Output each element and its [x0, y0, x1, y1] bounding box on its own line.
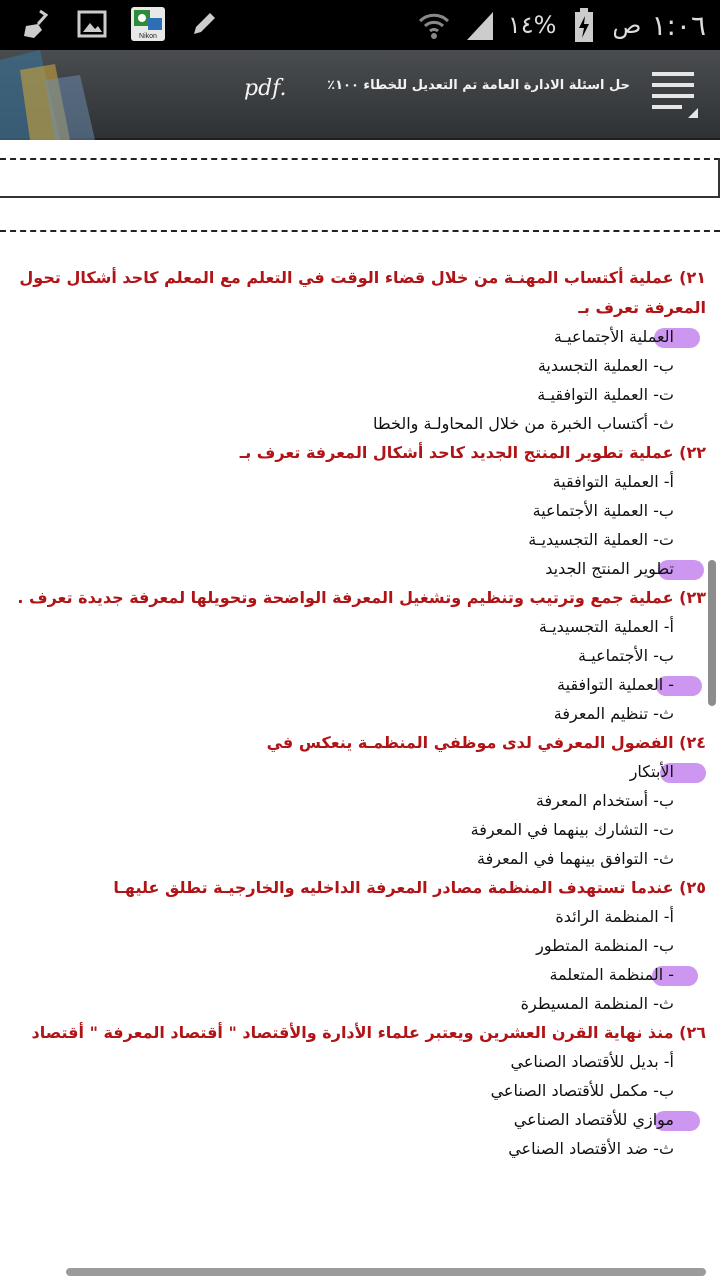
question-22: ٢٢) عملية تطوير المنتج الجديد كاحد أشكال المعرفة تعرف بـ — [239, 443, 706, 462]
option-25-a: أ- المنظمة الرائدة — [555, 907, 674, 926]
option-21-a: العملية الأجتماعيـة — [553, 327, 674, 346]
option-25-b: ب- المنظمة المتطور — [536, 936, 674, 955]
option-26-c: موازي للأقتصاد الصناعي — [513, 1110, 674, 1129]
menu-lines-icon[interactable] — [648, 68, 702, 124]
option-21-b: ب- العملية التجسدية — [537, 356, 674, 375]
signal-icon — [462, 7, 498, 43]
option-26-a: أ- بديل للأقتصاد الصناعي — [510, 1052, 674, 1071]
vertical-scrollbar[interactable] — [708, 560, 716, 706]
battery-icon — [566, 7, 602, 43]
option-23-d: ث- تنظيم المعرفة — [553, 704, 674, 723]
question-21: ٢١) عملية أكتساب المهنـة من خلال قضاء الوقت في التعلم مع المعلم كاحد أشكال تحول — [19, 268, 706, 287]
option-22-b: ب- العملية الأجتماعية — [532, 501, 674, 520]
document-view[interactable] — [0, 140, 720, 1280]
app-logo-art — [0, 50, 110, 140]
page-divider — [0, 230, 720, 232]
gallery-icon[interactable] — [74, 6, 110, 42]
option-24-c: ت- التشارك بينهما في المعرفة — [470, 820, 674, 839]
page-divider — [0, 196, 720, 198]
document-title: حل اسئلة الادارة العامة تم التعديل للخطاء ١٠٠٪ — [327, 78, 630, 93]
svg-text:Nikon: Nikon — [139, 33, 157, 40]
question-25: ٢٥) عندما تستهدف المنظمة مصادر المعرفة الداخليه والخارجيـة تطلق عليهـا — [113, 878, 706, 897]
document-extension: pdf. — [244, 76, 287, 101]
option-24-a: الأبتكار — [629, 762, 674, 781]
option-25-d: ث- المنظمة المسيطرة — [520, 994, 674, 1013]
option-22-d: تطوير المنتج الجديد — [545, 559, 674, 578]
option-22-c: ت- العملية التجسيديـة — [528, 530, 674, 549]
nikon-app-icon[interactable] — [130, 6, 166, 42]
option-25-c: - المنظمة المتعلمة — [549, 965, 674, 984]
question-23: ٢٣) عملية جمع وترتيب وتنظيم وتشغيل المعرفة الواضحة وتحويلها لمعرفة جديدة تعرف . — [17, 588, 706, 607]
question-21-continuation: المعرفة تعرف بـ — [578, 298, 706, 317]
horizontal-scrollbar[interactable] — [66, 1268, 706, 1276]
broom-icon[interactable] — [18, 6, 54, 42]
option-21-c: ت- العملية التوافقيـة — [537, 385, 674, 404]
question-26: ٢٦) منذ نهاية القرن العشرين ويعتبر علماء الأدارة والأقتصاد " أقتصاد المعرفة " أقتصاد — [31, 1023, 706, 1042]
option-23-a: أ- العملية التجسيديـة — [538, 617, 674, 636]
option-23-b: ب- الأجتماعيـة — [578, 646, 674, 665]
option-24-b: ب- أستخدام المعرفة — [535, 791, 674, 810]
question-24: ٢٤) الفضول المعرفي لدى موظفي المنظمـة ينعكس في — [266, 733, 706, 752]
pencil-icon[interactable] — [186, 6, 222, 42]
option-22-a: أ- العملية التوافقية — [552, 472, 674, 491]
battery-percent: ١٤% — [507, 11, 557, 39]
toolbar — [0, 50, 720, 140]
page-divider — [0, 158, 720, 160]
option-26-b: ب- مكمل للأقتصاد الصناعي — [490, 1081, 674, 1100]
option-21-d: ث- أكتساب الخبرة من خلال المحاولـة والخطا — [373, 414, 674, 433]
wifi-icon — [416, 7, 452, 43]
am-pm: ص — [612, 11, 642, 39]
option-23-c: - العملية التوافقية — [557, 675, 674, 694]
option-24-d: ث- التوافق بينهما في المعرفة — [477, 849, 674, 868]
clock: ١:٠٦ — [651, 8, 706, 42]
option-26-d: ث- ضد الأقتصاد الصناعي — [508, 1139, 674, 1158]
status-bar — [0, 0, 720, 50]
